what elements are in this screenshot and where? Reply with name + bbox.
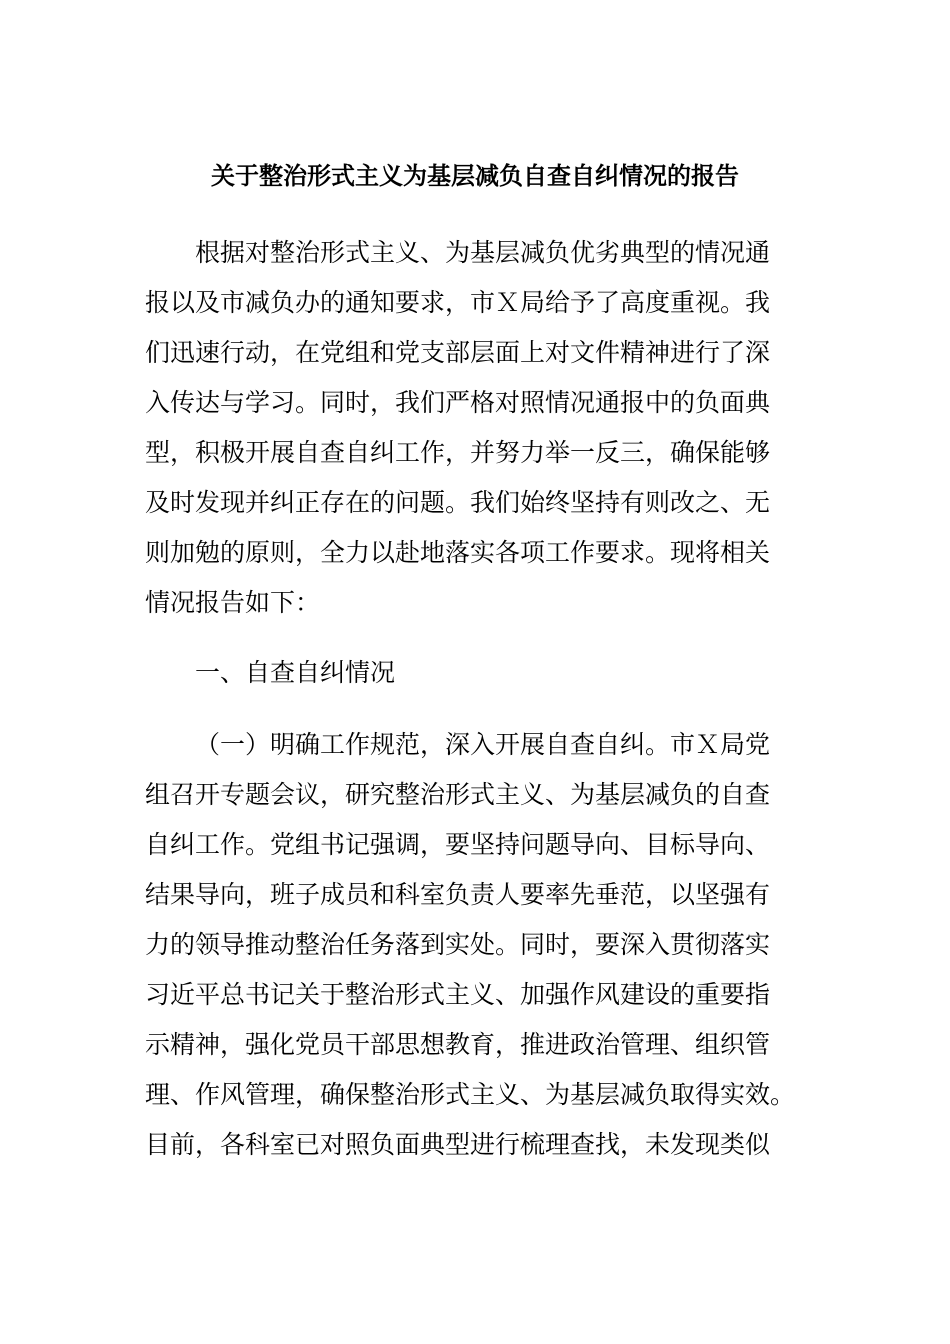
paragraph-line: 情况报告如下： xyxy=(145,588,321,617)
paragraph-line: 自纠工作。党组书记强调，要坚持问题导向、目标导向、 xyxy=(145,830,771,859)
paragraph-line: 及时发现并纠正存在的问题。我们始终坚持有则改之、无 xyxy=(145,488,771,517)
document-title: 关于整治形式主义为基层减负自查自纠情况的报告 xyxy=(211,162,739,190)
paragraph-line: 习近平总书记关于整治形式主义、加强作风建设的重要指 xyxy=(145,980,771,1009)
paragraph-line: 示精神，强化党员干部思想教育，推进政治管理、组织管 xyxy=(145,1030,771,1059)
paragraph-line: 目前，各科室已对照负面典型进行梳理查找，未发现类似 xyxy=(145,1130,771,1159)
section-heading-text: 一、自查自纠情况 xyxy=(195,658,396,687)
paragraph-line: 们迅速行动，在党组和党支部层面上对文件精神进行了深 xyxy=(145,338,771,367)
paragraph-line: 则加勉的原则，全力以赴地落实各项工作要求。现将相关 xyxy=(145,538,771,567)
paragraph-line: 力的领导推动整治任务落到实处。同时，要深入贯彻落实 xyxy=(145,930,771,959)
paragraph-line: 组召开专题会议，研究整治形式主义、为基层减负的自查 xyxy=(145,780,771,809)
paragraph-line: 结果导向，班子成员和科室负责人要率先垂范，以坚强有 xyxy=(145,880,771,909)
paragraph-section-one xyxy=(145,720,805,1170)
paragraph-line: 型，积极开展自查自纠工作，并努力举一反三，确保能够 xyxy=(145,438,771,467)
paragraph-line: 报以及市减负办的通知要求，市Ｘ局给予了高度重视。我 xyxy=(145,288,771,317)
paragraph-line: 理、作风管理，确保整治形式主义、为基层减负取得实效。 xyxy=(145,1080,796,1109)
paragraph-line: 根据对整治形式主义、为基层减负优劣典型的情况通 xyxy=(195,238,771,267)
paragraph-line: （一）明确工作规范，深入开展自查自纠。市Ｘ局党 xyxy=(195,730,771,759)
section-heading xyxy=(145,648,805,698)
paragraph-intro xyxy=(145,228,805,628)
paragraph-line: 入传达与学习。同时，我们严格对照情况通报中的负面典 xyxy=(145,388,771,417)
